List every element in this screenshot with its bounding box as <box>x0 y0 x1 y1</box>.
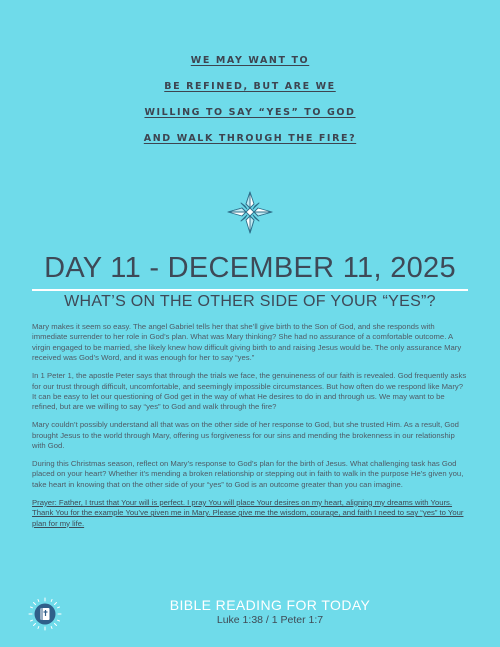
star-icon <box>224 186 276 238</box>
pull-quote <box>0 48 500 152</box>
pull-quote-line: BE REFINED, BUT ARE WE <box>164 81 336 92</box>
page-subtitle: WHAT’S ON THE OTHER SIDE OF YOUR “YES”? <box>64 293 436 310</box>
devotional-paragraph: Mary couldn’t possibly understand all that was on the other side of her response to God, but she trusted Him. As a result, God brought Jesus to the world through Mary, offering us forgiveness for our sins and mending the brokenness in our relationship with God. <box>32 420 459 451</box>
title-divider <box>32 289 468 291</box>
bible-reading-heading: BIBLE READING FOR TODAY <box>169 597 371 613</box>
devotional-paragraph: During this Christmas season, reflect on Mary’s response to God’s plan for the birth of Jesus. What challenging task has God placed on your heart? Whether it’s mending a broken relationship or stepping out in faith to walk in the purpose He’s given you, take heart in knowing that on the other side of your “yes” to God is an outcome greater than you can imagine. <box>32 458 464 489</box>
page-title: DAY 11 - DECEMBER 11, 2025 <box>44 252 456 284</box>
prayer-text: Prayer: Father, I trust that Your will is perfect. I pray You will place Your desires on my heart, aligning my dreams with Yours. Thank You for the example You’ve given me in Mary. Please give me the wisdom, courage, and faith I need to say “yes” to Your plan for my life. <box>32 497 464 528</box>
pull-quote-line: WE MAY WANT TO <box>190 55 310 66</box>
pull-quote-line: WILLING TO SAY “YES” TO GOD <box>144 107 356 118</box>
devotional-paragraph: Mary makes it seem so easy. The angel Gabriel tells her that she’ll give birth to the Son of God, and she responds with immediate surrender to her role in God’s plan. What was Mary thinking? She had no assurance of a comfortable outcome. A virgin engaged to be married, she likely knew how difficult giving birth to and raising Jesus would be. The only assurance Mary received was God’s Word, and it was enough for her to say “yes.” <box>32 322 462 363</box>
bible-reading-reference: Luke 1:38 / 1 Peter 1:7 <box>216 614 324 626</box>
devotional-body <box>32 322 468 536</box>
pull-quote-line: AND WALK THROUGH THE FIRE? <box>143 133 357 144</box>
devotional-paragraph: In 1 Peter 1, the apostle Peter says that through the trials we face, the genuineness of our faith is revealed. God frequently asks for our trust through difficult, uncomfortable, and seemingly impossible circumstances. But how often do we respond like Mary? It can be easy to let our questioning of God get in the way of what He desires to do in and through us. We may want to be refined, but are we willing to say “yes” to God and walk through the fire? <box>32 371 467 412</box>
